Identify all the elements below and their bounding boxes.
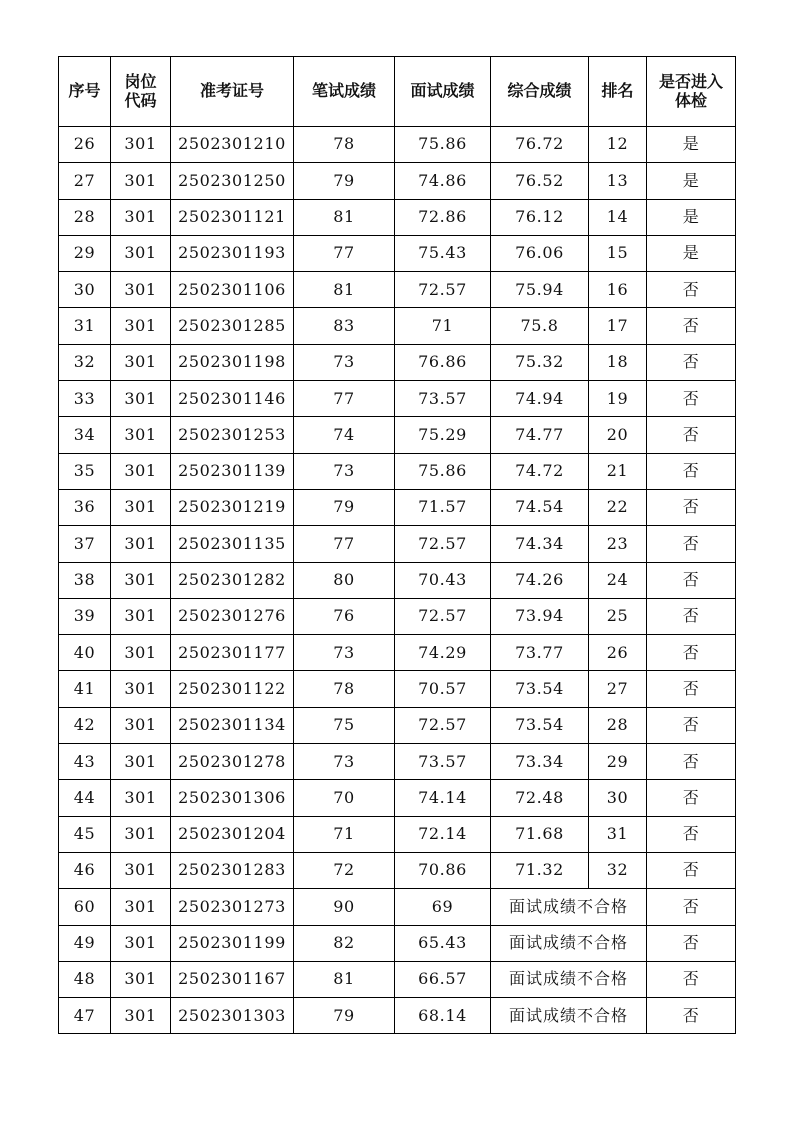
cell-exam-id: 2502301273	[171, 889, 294, 925]
cell-interview-score: 70.43	[395, 562, 491, 598]
cell-note: 面试成绩不合格	[491, 925, 647, 961]
table-row	[59, 308, 736, 344]
cell-interview-score: 72.57	[395, 272, 491, 308]
cell-note: 面试成绩不合格	[491, 889, 647, 925]
cell-post-code: 301	[111, 127, 171, 163]
cell-total-score: 71.68	[491, 816, 589, 852]
cell-no: 42	[59, 707, 111, 743]
cell-post-code: 301	[111, 998, 171, 1034]
header-rank-line: 排名	[601, 81, 634, 101]
table-row	[59, 344, 736, 380]
cell-physical-exam: 否	[647, 381, 736, 417]
cell-interview-score: 75.43	[395, 235, 491, 271]
cell-total-score: 71.32	[491, 852, 589, 888]
table-row	[59, 961, 736, 997]
cell-rank: 23	[589, 526, 647, 562]
table-row	[59, 272, 736, 308]
cell-interview-score: 75.29	[395, 417, 491, 453]
cell-total-score: 73.94	[491, 598, 589, 634]
cell-interview-score: 68.14	[395, 998, 491, 1034]
cell-physical-exam: 否	[647, 489, 736, 525]
cell-rank: 25	[589, 598, 647, 634]
cell-physical-exam: 否	[647, 671, 736, 707]
cell-exam-id: 2502301278	[171, 744, 294, 780]
cell-interview-score: 72.57	[395, 707, 491, 743]
cell-total-score: 76.12	[491, 199, 589, 235]
cell-rank: 14	[589, 199, 647, 235]
cell-rank: 19	[589, 381, 647, 417]
header-total-score	[491, 57, 589, 127]
header-exam-id-line: 准考证号	[199, 81, 264, 101]
cell-written-score: 70	[294, 780, 395, 816]
cell-exam-id: 2502301146	[171, 381, 294, 417]
cell-exam-id: 2502301204	[171, 816, 294, 852]
cell-total-score: 75.8	[491, 308, 589, 344]
cell-post-code: 301	[111, 235, 171, 271]
cell-rank: 29	[589, 744, 647, 780]
cell-no: 41	[59, 671, 111, 707]
cell-physical-exam: 否	[647, 744, 736, 780]
cell-written-score: 76	[294, 598, 395, 634]
cell-exam-id: 2502301135	[171, 526, 294, 562]
cell-no: 30	[59, 272, 111, 308]
cell-exam-id: 2502301134	[171, 707, 294, 743]
cell-physical-exam: 否	[647, 707, 736, 743]
cell-interview-score: 72.57	[395, 526, 491, 562]
cell-written-score: 77	[294, 235, 395, 271]
cell-rank: 15	[589, 235, 647, 271]
cell-written-score: 78	[294, 127, 395, 163]
cell-written-score: 90	[294, 889, 395, 925]
header-post-code-line: 代码	[124, 90, 157, 110]
cell-total-score: 74.77	[491, 417, 589, 453]
cell-no: 48	[59, 961, 111, 997]
cell-interview-score: 75.86	[395, 453, 491, 489]
cell-written-score: 79	[294, 998, 395, 1034]
header-exam-id	[171, 57, 294, 127]
cell-physical-exam: 否	[647, 998, 736, 1034]
cell-written-score: 82	[294, 925, 395, 961]
cell-post-code: 301	[111, 961, 171, 997]
cell-interview-score: 75.86	[395, 127, 491, 163]
cell-post-code: 301	[111, 707, 171, 743]
cell-exam-id: 2502301193	[171, 235, 294, 271]
cell-exam-id: 2502301121	[171, 199, 294, 235]
cell-total-score: 74.26	[491, 562, 589, 598]
table-row	[59, 852, 736, 888]
cell-rank: 28	[589, 707, 647, 743]
cell-exam-id: 2502301306	[171, 780, 294, 816]
cell-rank: 31	[589, 816, 647, 852]
cell-exam-id: 2502301198	[171, 344, 294, 380]
table-row	[59, 671, 736, 707]
cell-no: 35	[59, 453, 111, 489]
cell-exam-id: 2502301177	[171, 635, 294, 671]
cell-post-code: 301	[111, 562, 171, 598]
header-interview-score	[395, 57, 491, 127]
cell-total-score: 76.52	[491, 163, 589, 199]
table-row	[59, 635, 736, 671]
cell-no: 37	[59, 526, 111, 562]
cell-post-code: 301	[111, 381, 171, 417]
cell-rank: 17	[589, 308, 647, 344]
table-row	[59, 453, 736, 489]
cell-exam-id: 2502301285	[171, 308, 294, 344]
cell-exam-id: 2502301219	[171, 489, 294, 525]
cell-exam-id: 2502301139	[171, 453, 294, 489]
table-row	[59, 707, 736, 743]
cell-written-score: 79	[294, 489, 395, 525]
header-post-code	[111, 57, 171, 127]
cell-physical-exam: 否	[647, 816, 736, 852]
cell-exam-id: 2502301250	[171, 163, 294, 199]
cell-interview-score: 74.29	[395, 635, 491, 671]
cell-interview-score: 74.86	[395, 163, 491, 199]
table-row	[59, 598, 736, 634]
cell-post-code: 301	[111, 453, 171, 489]
cell-written-score: 78	[294, 671, 395, 707]
cell-total-score: 74.54	[491, 489, 589, 525]
cell-no: 26	[59, 127, 111, 163]
cell-written-score: 73	[294, 635, 395, 671]
cell-post-code: 301	[111, 635, 171, 671]
cell-no: 34	[59, 417, 111, 453]
cell-interview-score: 70.57	[395, 671, 491, 707]
cell-post-code: 301	[111, 671, 171, 707]
table-row	[59, 199, 736, 235]
header-written-score-line: 笔试成绩	[311, 81, 376, 101]
cell-note: 面试成绩不合格	[491, 961, 647, 997]
table-row	[59, 562, 736, 598]
cell-total-score: 74.94	[491, 381, 589, 417]
cell-rank: 16	[589, 272, 647, 308]
cell-post-code: 301	[111, 526, 171, 562]
cell-exam-id: 2502301282	[171, 562, 294, 598]
table-row	[59, 889, 736, 925]
table-row	[59, 744, 736, 780]
cell-physical-exam: 否	[647, 852, 736, 888]
cell-interview-score: 72.57	[395, 598, 491, 634]
cell-written-score: 79	[294, 163, 395, 199]
cell-interview-score: 71.57	[395, 489, 491, 525]
cell-interview-score: 76.86	[395, 344, 491, 380]
cell-physical-exam: 否	[647, 925, 736, 961]
cell-total-score: 73.34	[491, 744, 589, 780]
table-body	[59, 127, 736, 1034]
cell-written-score: 81	[294, 961, 395, 997]
header-no-line: 序号	[68, 81, 101, 101]
cell-written-score: 80	[294, 562, 395, 598]
cell-interview-score: 69	[395, 889, 491, 925]
cell-interview-score: 66.57	[395, 961, 491, 997]
cell-rank: 22	[589, 489, 647, 525]
cell-no: 43	[59, 744, 111, 780]
cell-no: 49	[59, 925, 111, 961]
cell-no: 28	[59, 199, 111, 235]
cell-no: 38	[59, 562, 111, 598]
cell-no: 39	[59, 598, 111, 634]
header-interview-score-line: 面试成绩	[410, 81, 475, 101]
cell-no: 44	[59, 780, 111, 816]
cell-no: 29	[59, 235, 111, 271]
cell-post-code: 301	[111, 816, 171, 852]
cell-post-code: 301	[111, 489, 171, 525]
cell-no: 36	[59, 489, 111, 525]
cell-no: 45	[59, 816, 111, 852]
cell-post-code: 301	[111, 744, 171, 780]
cell-physical-exam: 是	[647, 163, 736, 199]
cell-physical-exam: 否	[647, 780, 736, 816]
cell-physical-exam: 否	[647, 889, 736, 925]
cell-total-score: 73.77	[491, 635, 589, 671]
cell-rank: 32	[589, 852, 647, 888]
cell-written-score: 75	[294, 707, 395, 743]
cell-rank: 18	[589, 344, 647, 380]
cell-interview-score: 71	[395, 308, 491, 344]
cell-physical-exam: 否	[647, 308, 736, 344]
cell-exam-id: 2502301303	[171, 998, 294, 1034]
cell-exam-id: 2502301283	[171, 852, 294, 888]
table-row	[59, 417, 736, 453]
cell-total-score: 72.48	[491, 780, 589, 816]
header-no	[59, 57, 111, 127]
cell-post-code: 301	[111, 163, 171, 199]
cell-interview-score: 72.14	[395, 816, 491, 852]
cell-no: 27	[59, 163, 111, 199]
cell-interview-score: 73.57	[395, 381, 491, 417]
cell-interview-score: 70.86	[395, 852, 491, 888]
cell-written-score: 81	[294, 199, 395, 235]
cell-no: 32	[59, 344, 111, 380]
cell-total-score: 74.34	[491, 526, 589, 562]
cell-no: 46	[59, 852, 111, 888]
cell-rank: 21	[589, 453, 647, 489]
cell-rank: 26	[589, 635, 647, 671]
cell-rank: 24	[589, 562, 647, 598]
cell-post-code: 301	[111, 344, 171, 380]
cell-written-score: 73	[294, 744, 395, 780]
table-row	[59, 163, 736, 199]
cell-total-score: 76.72	[491, 127, 589, 163]
cell-physical-exam: 是	[647, 199, 736, 235]
cell-exam-id: 2502301167	[171, 961, 294, 997]
cell-post-code: 301	[111, 925, 171, 961]
cell-total-score: 74.72	[491, 453, 589, 489]
cell-physical-exam: 否	[647, 453, 736, 489]
cell-exam-id: 2502301253	[171, 417, 294, 453]
cell-written-score: 74	[294, 417, 395, 453]
table-row	[59, 780, 736, 816]
cell-no: 31	[59, 308, 111, 344]
cell-post-code: 301	[111, 272, 171, 308]
cell-no: 60	[59, 889, 111, 925]
cell-no: 33	[59, 381, 111, 417]
cell-physical-exam: 否	[647, 417, 736, 453]
results-table	[58, 56, 736, 1034]
cell-note: 面试成绩不合格	[491, 998, 647, 1034]
header-written-score	[294, 57, 395, 127]
cell-exam-id: 2502301122	[171, 671, 294, 707]
cell-physical-exam: 否	[647, 635, 736, 671]
cell-rank: 30	[589, 780, 647, 816]
cell-post-code: 301	[111, 780, 171, 816]
header-total-score-line: 综合成绩	[507, 81, 572, 101]
cell-total-score: 75.32	[491, 344, 589, 380]
cell-written-score: 73	[294, 344, 395, 380]
cell-exam-id: 2502301199	[171, 925, 294, 961]
table-row	[59, 526, 736, 562]
cell-total-score: 75.94	[491, 272, 589, 308]
table-row	[59, 381, 736, 417]
table-row	[59, 235, 736, 271]
header-post-code-line: 岗位	[124, 72, 157, 92]
cell-rank: 20	[589, 417, 647, 453]
cell-physical-exam: 否	[647, 598, 736, 634]
cell-written-score: 77	[294, 526, 395, 562]
cell-physical-exam: 否	[647, 526, 736, 562]
table-row	[59, 127, 736, 163]
header-row	[59, 57, 736, 127]
cell-post-code: 301	[111, 598, 171, 634]
cell-physical-exam: 否	[647, 272, 736, 308]
cell-no: 47	[59, 998, 111, 1034]
header-physical-exam-line: 是否进入	[658, 72, 723, 92]
cell-total-score: 73.54	[491, 671, 589, 707]
cell-written-score: 73	[294, 453, 395, 489]
cell-physical-exam: 是	[647, 235, 736, 271]
cell-physical-exam: 是	[647, 127, 736, 163]
cell-post-code: 301	[111, 852, 171, 888]
table-row	[59, 489, 736, 525]
cell-physical-exam: 否	[647, 344, 736, 380]
table-row	[59, 925, 736, 961]
cell-written-score: 81	[294, 272, 395, 308]
cell-no: 40	[59, 635, 111, 671]
cell-written-score: 77	[294, 381, 395, 417]
cell-post-code: 301	[111, 417, 171, 453]
cell-post-code: 301	[111, 308, 171, 344]
cell-total-score: 73.54	[491, 707, 589, 743]
table-row	[59, 816, 736, 852]
cell-rank: 13	[589, 163, 647, 199]
cell-total-score: 76.06	[491, 235, 589, 271]
header-physical-exam-line: 体检	[674, 90, 707, 110]
cell-written-score: 71	[294, 816, 395, 852]
cell-exam-id: 2502301210	[171, 127, 294, 163]
cell-written-score: 83	[294, 308, 395, 344]
cell-rank: 12	[589, 127, 647, 163]
cell-interview-score: 73.57	[395, 744, 491, 780]
cell-post-code: 301	[111, 889, 171, 925]
cell-physical-exam: 否	[647, 961, 736, 997]
header-rank	[589, 57, 647, 127]
cell-rank: 27	[589, 671, 647, 707]
cell-physical-exam: 否	[647, 562, 736, 598]
header-physical-exam	[647, 57, 736, 127]
table-row	[59, 998, 736, 1034]
cell-interview-score: 74.14	[395, 780, 491, 816]
cell-interview-score: 65.43	[395, 925, 491, 961]
cell-exam-id: 2502301106	[171, 272, 294, 308]
cell-written-score: 72	[294, 852, 395, 888]
cell-interview-score: 72.86	[395, 199, 491, 235]
cell-exam-id: 2502301276	[171, 598, 294, 634]
cell-post-code: 301	[111, 199, 171, 235]
